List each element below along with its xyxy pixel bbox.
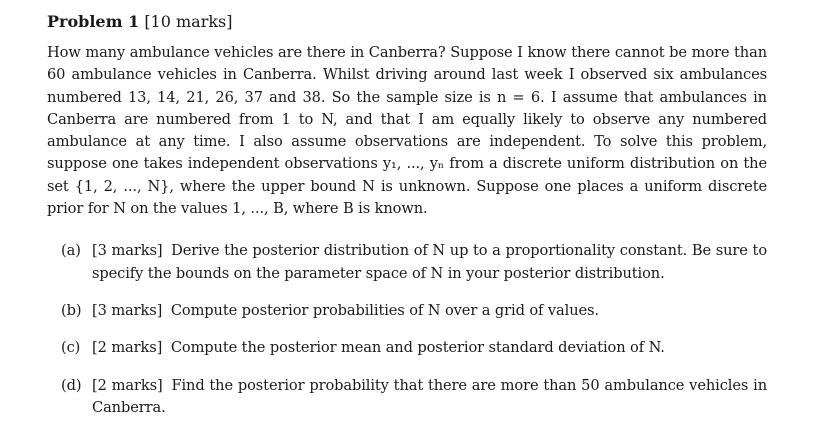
part-b-content [92, 300, 767, 322]
parts-list [47, 240, 767, 419]
part-d [61, 375, 767, 420]
part-a-marks: [3 marks] [92, 242, 163, 260]
part-d-text: Find the posterior probability that there are more than 50 ambulance vehicles in Canberra. [92, 376, 767, 416]
part-a-text: Derive the posterior distribution of N up to a proportionality constant. Be sure to specify the bounds on the parameter space of N in your posterior distribution. [92, 242, 768, 282]
part-a [61, 240, 767, 285]
problem-page [47, 12, 767, 434]
part-c-content [92, 337, 767, 359]
part-a-content [92, 240, 767, 285]
part-c [61, 337, 767, 359]
part-d-content [92, 375, 767, 420]
part-d-marks: [2 marks] [92, 376, 163, 394]
problem-marks: [10 marks] [144, 12, 233, 31]
part-c-marks: [2 marks] [92, 339, 163, 357]
part-d-label: (d) [61, 376, 82, 394]
part-a-label: (a) [61, 242, 81, 260]
part-b-label: (b) [61, 301, 82, 319]
part-b [61, 300, 767, 322]
part-b-marks: [3 marks] [92, 301, 163, 319]
problem-title: Problem 1 [47, 12, 140, 31]
part-c-label: (c) [61, 339, 81, 357]
problem-body: How many ambulance vehicles are there in Canberra? Suppose I know there cannot be more than 60 ambulance vehicles in Canberra. Whilst driving around last week I observed six ambulances numbered 13, 14, 21, 26, 37 and 38. So the sample size is n = 6. I assume that ambulances in Canberra are numbered from 1 to N, and that I am equally likely to observe any numbered ambulance at any time. I also assume observations are independent. To solve this problem, suppose one takes independent observations y₁, ..., yₙ from a discrete uniform distribution on the set {1, 2, ..., N}, where the upper bound N is unknown. Suppose one places a uniform discrete prior for N on the values 1, ..., B, where B is known. [47, 44, 767, 218]
problem-heading [47, 12, 767, 32]
part-c-text: Compute the posterior mean and posterior standard deviation of N. [170, 339, 665, 357]
part-b-text: Compute posterior probabilities of N over a grid of values. [170, 301, 599, 319]
